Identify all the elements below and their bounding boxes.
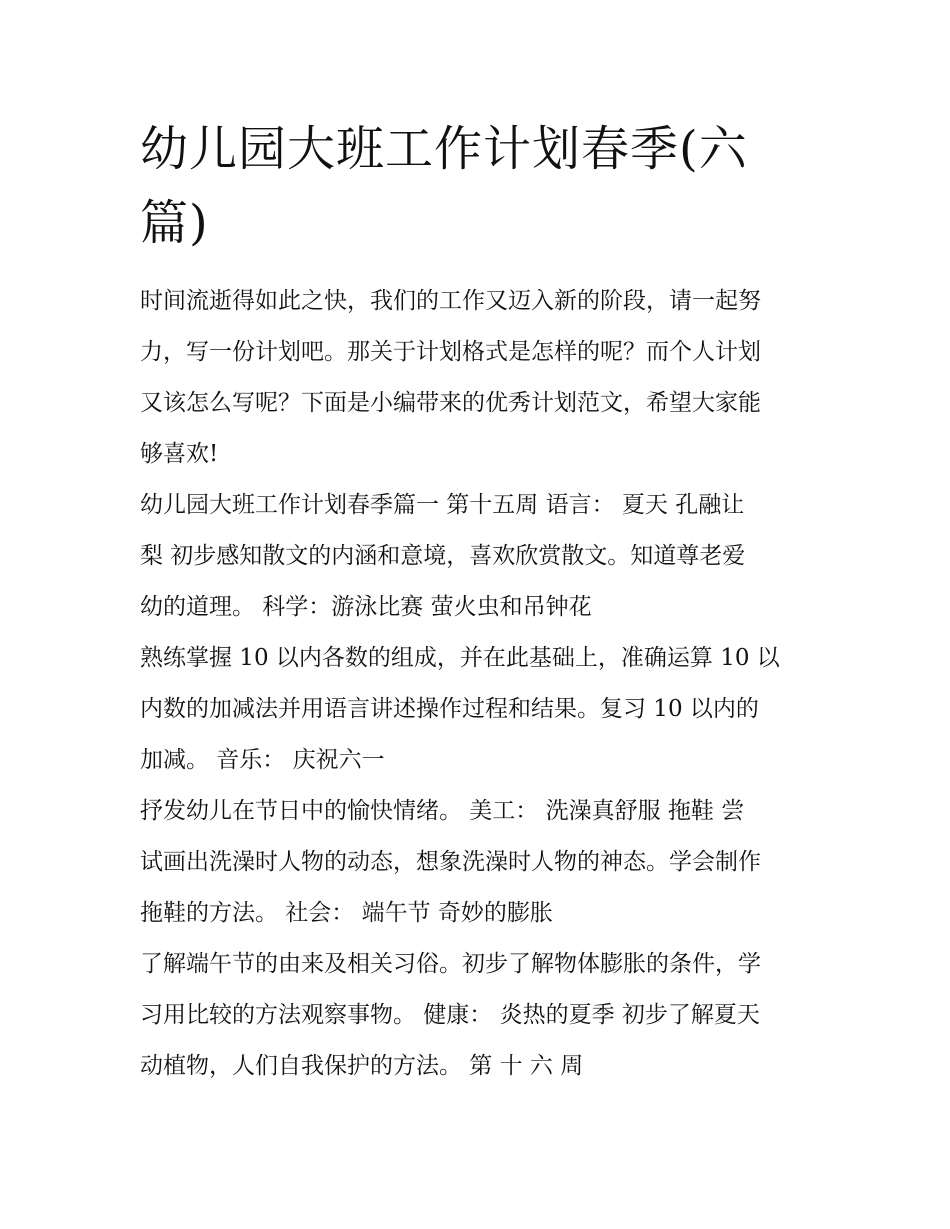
- paragraph-week-15: [140, 480, 820, 633]
- text-line: 熟练掌握 10 以内各数的组成，并在此基础上，准确运算 10 以: [140, 645, 780, 671]
- title-line: 篇): [140, 195, 209, 251]
- text-line: 拖鞋的方法。 社会： 端午节 奇妙的膨胀: [140, 900, 553, 926]
- paragraph-intro: [140, 276, 820, 480]
- text-line: 力，写一份计划吧。那关于计划格式是怎样的呢？而个人计划: [140, 339, 761, 365]
- document-title: [140, 112, 820, 260]
- text-line: 够喜欢!: [140, 441, 219, 467]
- text-line: 加减。 音乐： 庆祝六一: [140, 747, 385, 773]
- text-line: 了解端午节的由来及相关习俗。初步了解物体膨胀的条件，学: [140, 951, 761, 977]
- text-line: 习用比较的方法观察事物。 健康： 炎热的夏季 初步了解夏天: [140, 1002, 760, 1028]
- paragraph-math: [140, 633, 820, 786]
- text-line: 抒发幼儿在节日中的愉快情绪。 美工： 洗澡真舒服 拖鞋 尝: [140, 798, 745, 824]
- text-line: 试画出洗澡时人物的动态，想象洗澡时人物的神态。学会制作: [140, 849, 761, 875]
- title-line: 幼儿园大班工作计划春季(六: [140, 121, 748, 177]
- text-line: 梨 初步感知散文的内涵和意境，喜欢欣赏散文。知道尊老爱: [140, 543, 746, 569]
- text-line: 幼儿园大班工作计划春季篇一 第十五周 语言： 夏天 孔融让: [140, 492, 745, 518]
- text-line: 幼的道理。 科学：游泳比赛 萤火虫和吊钟花: [140, 594, 592, 620]
- text-line: 动植物，人们自我保护的方法。 第 十 六 周: [140, 1053, 584, 1079]
- paragraph-social: [140, 939, 820, 1092]
- paragraph-art: [140, 786, 820, 939]
- text-line: 时间流逝得如此之快，我们的工作又迈入新的阶段，请一起努: [140, 288, 761, 314]
- text-line: 内数的加减法并用语言讲述操作过程和结果。复习 10 以内的: [140, 696, 759, 722]
- document-body: [140, 276, 820, 1092]
- text-line: 又该怎么写呢？下面是小编带来的优秀计划范文，希望大家能: [140, 390, 761, 416]
